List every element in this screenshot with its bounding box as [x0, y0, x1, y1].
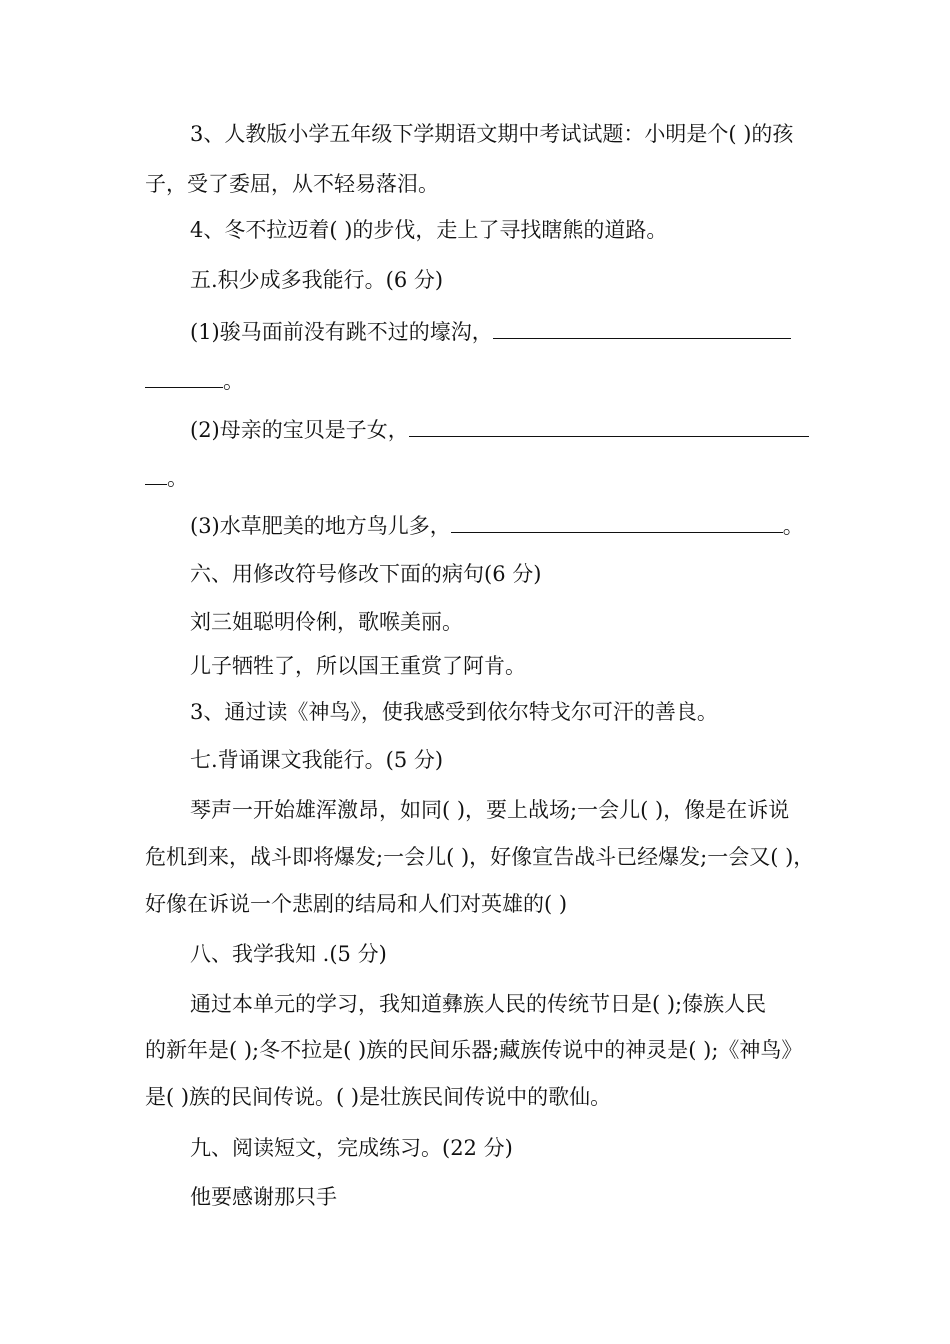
answer-blank-1-continued[interactable]: [145, 365, 223, 388]
faulty-sentence-3: 3、通过读《神鸟》，使我感受到依尔特戈尔可汗的善良。: [190, 700, 718, 724]
section-9-heading: 九、阅读短文，完成练习。(22 分): [190, 1136, 513, 1160]
fill-item-1-prompt: (1)骏马面前没有跳不过的壕沟，: [190, 320, 493, 344]
section-6-heading: 六、用修改符号修改下面的病句(6 分): [190, 562, 542, 586]
fill-item-2-end: 。: [167, 466, 188, 490]
question-4: 4、冬不拉迈着( )的步伐，走上了寻找瞎熊的道路。: [190, 218, 668, 242]
answer-blank-1[interactable]: [493, 316, 791, 339]
faulty-sentence-2: 儿子牺牲了，所以国王重赏了阿肯。: [190, 654, 526, 678]
fill-item-3-end: 。: [782, 514, 804, 538]
fill-item-2: [190, 414, 809, 444]
recite-text-line-2: 危机到来，战斗即将爆发;一会儿( )，好像宣告战斗已经爆发;一会又( )，: [145, 845, 815, 869]
knowledge-text-line-1: 通过本单元的学习，我知道彝族人民的传统节日是( );傣族人民: [190, 992, 767, 1016]
fill-item-1-continuation: [145, 365, 244, 395]
fill-item-3-prompt: (3)水草肥美的地方鸟儿多，: [190, 514, 451, 538]
recite-text-line-3: 好像在诉说一个悲剧的结局和人们对英雄的( ): [145, 892, 568, 916]
answer-blank-3[interactable]: [451, 510, 783, 533]
fill-item-1-end: 。: [223, 369, 244, 393]
passage-title: 他要感谢那只手: [190, 1185, 337, 1209]
fill-item-1: [190, 316, 791, 346]
knowledge-text-line-2: 的新年是( );冬不拉是( )族的民间乐器;藏族传说中的神灵是( );《神鸟》: [145, 1038, 803, 1062]
answer-blank-2[interactable]: [409, 414, 809, 437]
fill-item-2-prompt: (2)母亲的宝贝是子女，: [190, 418, 409, 442]
section-5-heading: 五.积少成多我能行。(6 分): [190, 268, 444, 292]
question-3-line-1: 3、人教版小学五年级下学期语文期中考试试题：小明是个( )的孩: [190, 122, 794, 146]
recite-text-line-1: 琴声一开始雄浑激昂，如同( )，要上战场;一会儿( )，像是在诉说: [190, 798, 790, 822]
faulty-sentence-1: 刘三姐聪明伶俐，歌喉美丽。: [190, 610, 463, 634]
question-3-line-2: 子，受了委屈，从不轻易落泪。: [145, 172, 439, 196]
fill-item-2-continuation: [145, 462, 188, 492]
knowledge-text-line-3: 是( )族的民间传说。( )是壮族民间传说中的歌仙。: [145, 1085, 612, 1109]
fill-item-3: [190, 510, 804, 540]
answer-blank-2-continued[interactable]: [145, 462, 167, 485]
section-7-heading: 七.背诵课文我能行。(5 分): [190, 748, 444, 772]
section-8-heading: 八、我学我知 .(5 分): [190, 942, 387, 966]
